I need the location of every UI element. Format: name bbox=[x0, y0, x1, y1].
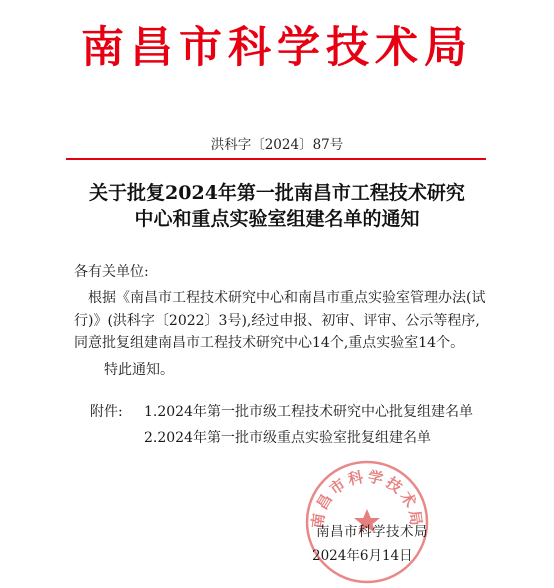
red-separator-line bbox=[66, 158, 486, 160]
org-header: 南昌市科学技术局 bbox=[81, 23, 473, 73]
attachment-item-2: 2.2024年第一批市级重点实验室批复组建名单 bbox=[144, 430, 431, 446]
title-line-2: 中心和重点实验室组建名单的通知 bbox=[134, 208, 420, 230]
body-paragraph bbox=[74, 287, 504, 355]
document-number: 洪科字〔2024〕87号 bbox=[210, 137, 344, 153]
attachment-item-1: 1.2024年第一批市级工程技术研究中心批复组建名单 bbox=[144, 404, 473, 420]
closing-statement: 特此通知。 bbox=[104, 362, 174, 378]
title-line-1: 关于批复2024年第一批南昌市工程技术研究 bbox=[89, 182, 465, 204]
body-line-2: 行)》(洪科字〔2022〕3号),经过申报、初审、评审、公示等程序, bbox=[74, 312, 480, 329]
signer-organization: 南昌市科学技术局 bbox=[316, 524, 428, 540]
attachments-label: 附件: bbox=[90, 404, 123, 420]
body-line-1: 根据《南昌市工程技术研究中心和南昌市重点实验室管理办法(试 bbox=[88, 290, 486, 306]
signature-date: 2024年6月14日 bbox=[312, 548, 413, 564]
salutation: 各有关单位: bbox=[74, 264, 149, 280]
seal-text: 南昌市科学技术局 bbox=[308, 467, 426, 530]
document-title bbox=[0, 180, 554, 232]
body-line-3: 同意批复组建南昌市工程技术研究中心14个,重点实验室14个。 bbox=[74, 335, 465, 351]
